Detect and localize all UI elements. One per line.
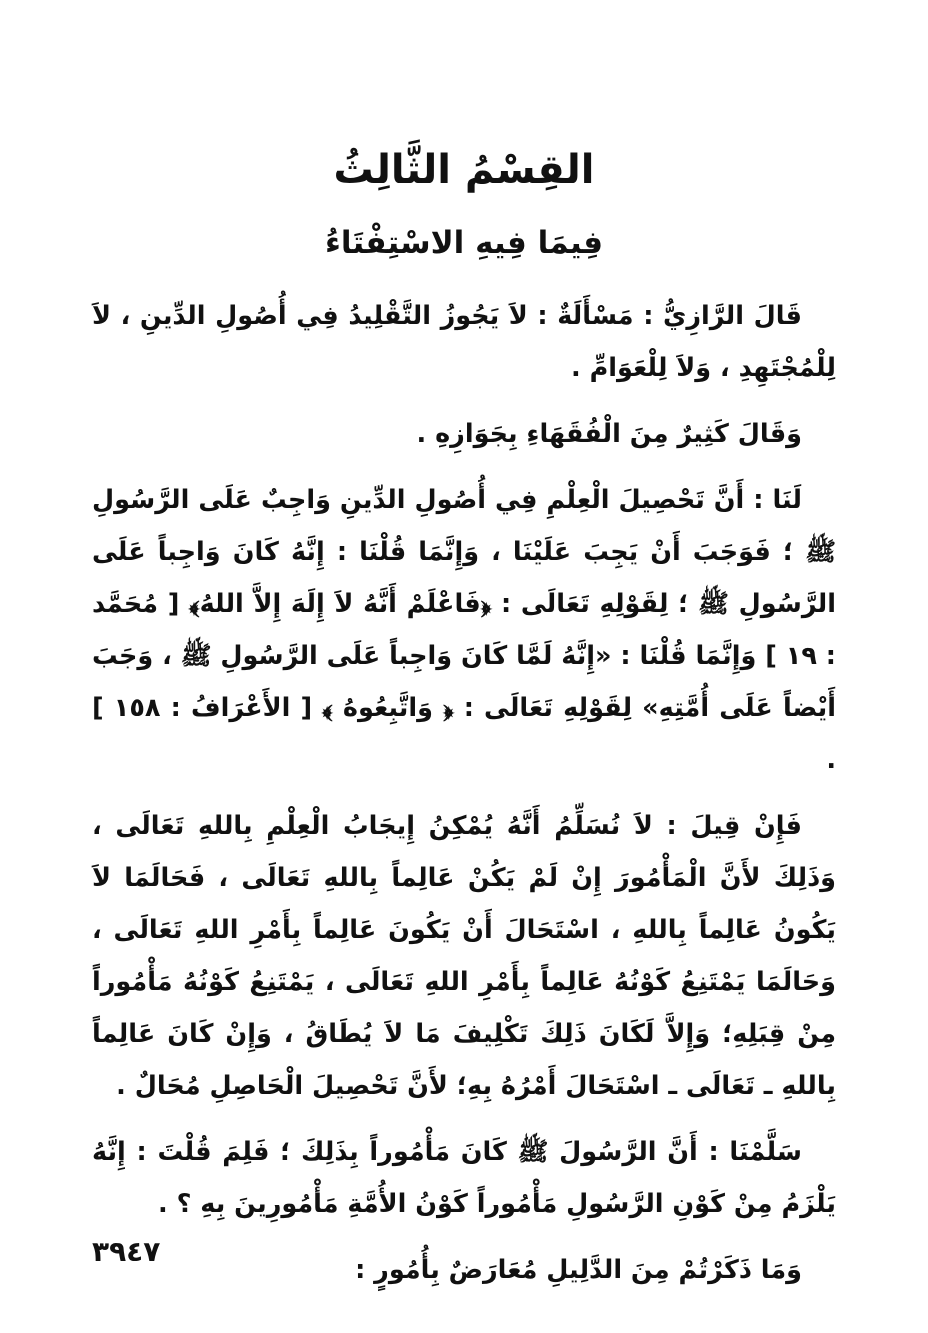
paragraph: فَإِنْ قِيلَ : لاَ نُسَلِّمُ أَنَّهُ يُمْكِنُ إِيجَابُ الْعِلْمِ بِاللهِ تَعَالَى ، وَذَلِكَ لأَنَّ الْمَأْمُورَ إِنْ لَمْ يَكُنْ عَالِماً بِاللهِ تَعَالَى ، فَحَالَمَا لاَ يَكُونُ عَالِماً بِاللهِ ، اسْتَحَالَ أَنْ يَكُونَ عَالِماً بِأَمْرِ اللهِ تَعَالَى ، وَحَالَمَا يَمْتَنِعُ كَوْنُهُ عَالِماً بِأَمْرِ اللهِ تَعَالَى ، يَمْتَنِعُ كَوْنُهُ مَأْمُوراً مِنْ قِبَلِهِ؛ وَإِلاَّ لَكَانَ ذَلِكَ تَكْلِيفَ مَا لاَ يُطَاقُ ، وَإِنْ كَانَ عَالِماً بِاللهِ ـ تَعَالَى ـ اسْتَحَالَ أَمْرُهُ بِهِ؛ لأَنَّ تَحْصِيلَ الْحَاصِلِ مُحَالٌ . — [92, 811, 836, 1101]
paragraph: قَالَ الرَّازِيُّ : مَسْأَلَةٌ : لاَ يَجُوزُ التَّقْلِيدُ فِي أُصُولِ الدِّينِ ، لاَ لِلْمُجْتَهِدِ ، وَلاَ لِلْعَوَامِّ . — [92, 301, 836, 383]
paragraph: سَلَّمْنَا : أَنَّ الرَّسُولَ ﷺ كَانَ مَأْمُوراً بِذَلِكَ ؛ فَلِمَ قُلْتَ : إِنَّهُ يَلْزَمُ مِنْ كَوْنِ الرَّسُولِ مَأْمُوراً كَوْنُ الأُمَّةِ مَأْمُورِينَ بِهِ ؟ . — [92, 1137, 836, 1219]
paragraph: وَمَا ذَكَرْتُمْ مِنَ الدَّلِيلِ مُعَارَضٌ بِأُمُورٍ : — [355, 1255, 802, 1285]
section-subtitle: فِيمَا فِيهِ الاسْتِفْتَاءُ — [324, 225, 604, 261]
paragraph: لَنَا : أَنَّ تَحْصِيلَ الْعِلْمِ فِي أُصُولِ الدِّينِ وَاجِبٌ عَلَى الرَّسُولِ ﷺ ؛ فَوَجَبَ أَنْ يَجِبَ عَلَيْنَا ، وَإِنَّمَا قُلْنَا : إِنَّهُ كَانَ وَاجِباً عَلَى الرَّسُولِ ﷺ ؛ لِقَوْلِهِ تَعَالَى : ﴿فَاعْلَمْ أَنَّهُ لاَ إِلَهَ إِلاَّ اللهُ﴾ [ مُحَمَّد : ١٩ ] وَإِنَّمَا قُلْنَا : «إِنَّهُ لَمَّا كَانَ وَاجِباً عَلَى الرَّسُولِ ﷺ ، وَجَبَ أَيْضاً عَلَى أُمَّتِهِ» لِقَوْلِهِ تَعَالَى : ﴿ وَاتَّبِعُوهُ ﴾ [ الأَعْرَافُ : ١٥٨ ] . — [92, 485, 836, 775]
page-number: ٣٩٤٧ — [92, 1235, 161, 1268]
body-text — [92, 290, 836, 1296]
paragraph: وَقَالَ كَثِيرٌ مِنَ الْفُقَهَاءِ بِجَوَازِهِ . — [416, 419, 802, 449]
section-title: القِسْمُ الثَّالِثُ — [333, 147, 595, 193]
